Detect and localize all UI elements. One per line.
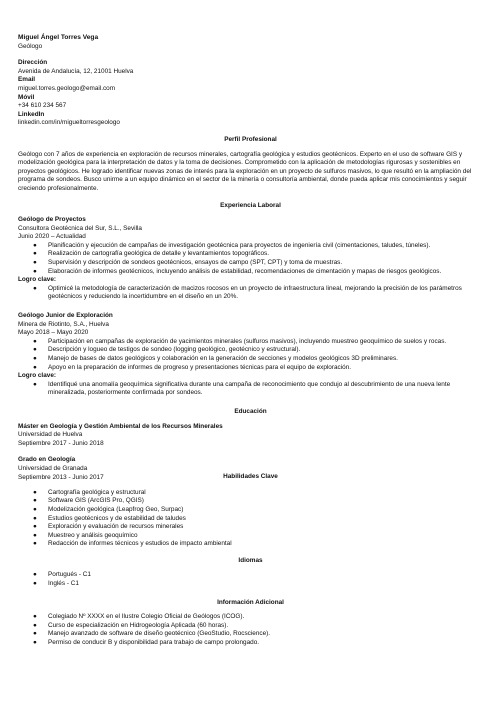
list-item: ● Inglés - C1 [33, 580, 79, 588]
bullet-icon: ● [33, 355, 37, 362]
bullet-icon: ● [33, 250, 37, 258]
bullet-icon: ● [33, 267, 37, 275]
list-item: ● Modelización geológica (Leapfrog Geo, Surpac) [33, 505, 184, 513]
bullet-icon: ● [33, 571, 37, 579]
skills-section-title: Habilidades Clave [223, 473, 278, 481]
degree-title: Grado en Geología [18, 456, 76, 464]
profile-section-title: Perfil Profesional [224, 135, 277, 143]
job-dates: Mayo 2018 – Mayo 2020 [18, 329, 89, 337]
list-item: ● Planificación y ejecución de campañas de investigación geotécnica para proyectos de ingeniería civil (cimentaciones, taludes, túneles). [33, 241, 431, 249]
list-item: ● Manejo de bases de datos geológicos y colaboración en la generación de secciones y modelos geológicos 3D preliminares. [33, 355, 398, 362]
bullet-icon: ● [33, 630, 37, 638]
languages-section-title: Idiomas [238, 556, 263, 564]
list-item: ● Portugués - C1 [33, 571, 91, 579]
degree-title: Máster en Geología y Gestión Ambiental de los Recursos Minerales [18, 422, 223, 430]
list-item: ● Manejo avanzado de software de diseño geotécnico (GeoStudio, Rocscience). [33, 630, 271, 638]
bullet-icon: ● [33, 523, 37, 531]
list-item: ● Software GIS (ArcGIS Pro, QGIS) [33, 497, 144, 505]
bullet-icon: ● [33, 284, 37, 292]
bullet-icon: ● [33, 505, 37, 513]
list-item: ● Apoyo en la preparación de informes de progreso y presentaciones técnicas para el equipo de exploración. [33, 363, 352, 371]
job-bullets [18, 242, 483, 276]
linkedin-label: LinkedIn [18, 110, 45, 118]
phone-value: +34 610 234 567 [18, 102, 67, 110]
additional-list [18, 613, 483, 647]
bullet-icon: ● [33, 497, 37, 505]
list-item: ● Exploración y evaluación de recursos minerales [33, 523, 184, 531]
bullet-icon: ● [33, 363, 37, 371]
bullet-icon: ● [33, 337, 37, 345]
phone-label: Móvil [18, 93, 35, 101]
bullet-icon: ● [33, 531, 37, 539]
school-name: Universidad de Huelva [18, 431, 83, 439]
bullet-icon: ● [33, 514, 37, 522]
bullet-icon: ● [33, 259, 37, 267]
job-position: Geólogo Junior de Exploración [18, 312, 113, 320]
achievement-label: Logro clave: [18, 276, 56, 284]
list-item: ● Permiso de conducir B y disponibilidad para trabajo de campo prolongado. [33, 639, 260, 647]
profile-text: Geólogo con 7 años de experiencia en exploración de recursos minerales, cartografía geológica y estudios geotécnicos. Experto en el uso de software GIS y modelización geológica para la interpretación de datos y la toma de decisiones. Comprometido con la aplicación de metodologías rigurosas y sostenibles en proyectos geológicos. He logrado identificar nuevas zonas de interés para la exploración en un proyecto de sulfuros masivos, lo que resultó en la ampliación del programa de sondeos. Busco unirme a un equipo dinámico en el sector de la minería o consultoría ambiental, donde pueda aplicar mis conocimientos y seguir creciendo profesionalmente. [18, 150, 472, 192]
education-section-title: Educación [234, 407, 267, 415]
list-item: ● Optimicé la metodología de caracterización de macizos rocosos en un proyecto de infraestructura lineal, mejorando la precisión de los parámetros geotécnicos y reduciendo la incertidumbre en el diseño en un 20%. [33, 284, 462, 301]
additional-section-title: Información Adicional [217, 598, 284, 606]
bullet-icon: ● [33, 346, 37, 354]
skills-list [18, 489, 483, 549]
bullet-icon: ● [33, 241, 37, 249]
bullet-icon: ● [33, 488, 37, 496]
bullet-icon: ● [33, 540, 37, 548]
candidate-name: Miguel Ángel Torres Vega [18, 34, 99, 41]
list-item: ● Muestreo y análisis geoquímico [33, 531, 138, 539]
education-entry [18, 423, 483, 449]
list-item: ● Curso de especialización en Hidrogeología Aplicada (60 horas). [33, 621, 229, 629]
candidate-role: Geólogo [18, 42, 43, 50]
resume-page [18, 34, 483, 648]
list-item: ● Identifiqué una anomalía geoquímica significativa durante una campaña de reconocimiento que condujo al descubrimiento de una nueva lente mineralizada, posteriormente confirmada por sondeos. [33, 380, 451, 397]
list-item: ● Descripción y logueo de testigos de sondeo (logging geológico, geotécnico y estructural). [33, 346, 301, 354]
bullet-icon: ● [33, 621, 37, 629]
address-label: Dirección [18, 59, 48, 67]
bullet-icon: ● [33, 613, 37, 621]
job-dates: Junio 2020 – Actualidad [18, 233, 86, 241]
achievement-label: Logro clave: [18, 372, 56, 380]
languages-list [18, 571, 483, 588]
job-bullets [18, 338, 483, 372]
job-position: Geólogo de Proyectos [18, 216, 86, 224]
job-company: Minera de Riotinto, S.A., Huelva [18, 320, 109, 328]
achievement-list [18, 285, 483, 302]
experience-section-title: Experiencia Laboral [220, 201, 281, 209]
contact-block [18, 59, 483, 128]
list-item: ● Realización de cartografía geológica de detalle y levantamientos topográficos. [33, 250, 269, 258]
email-label: Email [18, 76, 36, 84]
list-item: ● Supervisión y descripción de sondeos geotécnicos, ensayos de campo (SPT, CPT) y toma de muestras. [33, 259, 343, 267]
email-value[interactable]: miguel.torres.geologo@email.com [18, 84, 116, 92]
list-item: ● Redacción de informes técnicos y estudios de impacto ambiental [33, 540, 232, 548]
bullet-icon: ● [33, 580, 37, 588]
bullet-icon: ● [33, 639, 37, 647]
list-item: ● Colegiado Nº XXXX en el Ilustre Colegio Oficial de Geólogos (ICOG). [33, 613, 245, 621]
address-value: Avenida de Andalucía, 12, 21001 Huelva [18, 67, 134, 75]
achievement-list [18, 381, 483, 398]
list-item: ● Cartografía geológica y estructural [33, 488, 146, 496]
linkedin-value[interactable]: linkedin.com/in/migueltorresgeologo [18, 119, 120, 127]
job-entry [18, 216, 483, 302]
school-name: Universidad de Granada [18, 464, 88, 472]
list-item: ● Participación en campañas de exploración de yacimientos minerales (sulfuros masivos), incluyendo muestreo geoquímico de suelos y rocas. [33, 337, 447, 345]
education-dates: Septiembre 2017 - Junio 2018 [18, 439, 104, 447]
list-item: ● Elaboración de informes geotécnicos, incluyendo análisis de estabilidad, recomendaciones de cimentación y mapas de riesgos geológicos. [33, 267, 442, 275]
list-item: ● Estudios geotécnicos y de estabilidad de taludes [33, 514, 186, 522]
job-company: Consultora Geotécnica del Sur, S.L., Sevilla [18, 224, 142, 232]
bullet-icon: ● [33, 380, 37, 388]
job-entry [18, 312, 483, 398]
education-dates: Septiembre 2013 - Junio 2017 [18, 473, 104, 481]
